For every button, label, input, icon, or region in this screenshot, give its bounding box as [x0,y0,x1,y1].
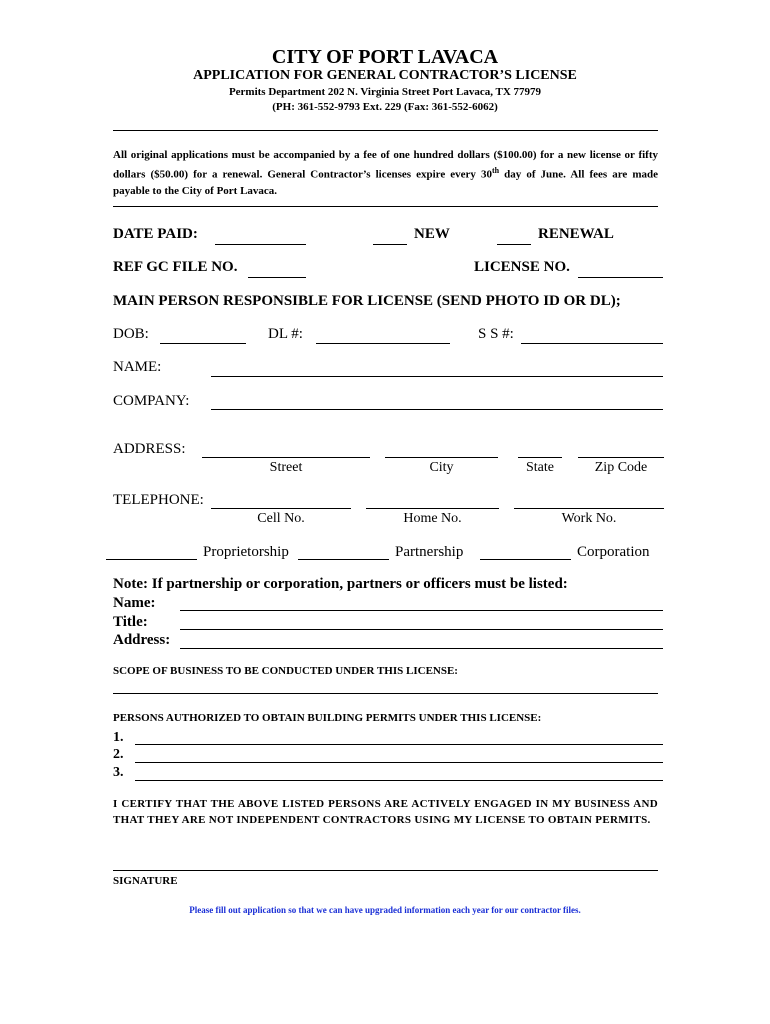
note-title-label: Title: [113,614,148,630]
note-title-field[interactable] [180,629,663,630]
ref-gc-file-label: REF GC FILE NO. [113,259,238,275]
person-3-label: 3. [113,765,124,780]
company-label: COMPANY: [113,393,190,409]
cell-caption: Cell No. [257,511,305,526]
dob-label: DOB: [113,326,149,342]
certification-text: I CERTIFY THAT THE ABOVE LISTED PERSONS ARE ACTIVELY ENGAGED IN MY BUSINESS AND THAT THEY ARE NOT INDEPENDENT CONTRACTORS USING MY LICENSE TO OBTAIN PERMITS. [113,798,658,826]
person-1-label: 1. [113,730,124,745]
persons-heading: PERSONS AUTHORIZED TO OBTAIN BUILDING PERMITS UNDER THIS LICENSE: [113,712,542,724]
city-caption: City [429,460,454,475]
page-title: CITY OF PORT LAVACA [271,46,499,68]
zip-caption: Zip Code [594,460,648,475]
work-field[interactable] [514,508,664,509]
license-no-field[interactable] [578,277,663,278]
dob-field[interactable] [160,343,246,344]
city-field[interactable] [385,457,498,458]
note-address-field[interactable] [180,648,663,649]
new-label: NEW [414,226,450,242]
name-field[interactable] [211,376,663,377]
new-checkbox-line[interactable] [373,244,407,245]
ref-gc-file-field[interactable] [248,277,306,278]
header-divider [113,130,658,131]
person-3-field[interactable] [135,780,663,781]
state-field[interactable] [518,457,562,458]
person-2-label: 2. [113,747,124,762]
corporation-label: Corporation [577,544,650,560]
scope-field[interactable] [113,693,658,694]
street-field[interactable] [202,457,370,458]
zip-field[interactable] [578,457,664,458]
ss-label: S S #: [478,326,514,342]
person-2-field[interactable] [135,762,663,763]
telephone-label: TELEPHONE: [113,492,204,508]
note-name-label: Name: [113,595,156,611]
home-field[interactable] [366,508,499,509]
scope-heading: SCOPE OF BUSINESS TO BE CONDUCTED UNDER THIS LICENSE: [113,665,458,677]
renewal-checkbox-line[interactable] [497,244,531,245]
note-heading: Note: If partnership or corporation, partners or officers must be listed: [113,576,568,592]
signature-label: SIGNATURE [113,875,178,887]
footer-note: Please fill out application so that we can have upgraded information each year for our contractor files. [189,905,581,915]
cell-field[interactable] [211,508,351,509]
home-caption: Home No. [403,511,462,526]
corporation-field[interactable] [480,559,571,560]
state-caption: State [526,460,554,475]
department-address: Permits Department 202 N. Virginia Street Port Lavaca, TX 77979 [228,86,542,98]
proprietorship-label: Proprietorship [203,544,289,560]
partnership-label: Partnership [395,544,464,560]
intro-divider [113,206,658,207]
main-person-heading: MAIN PERSON RESPONSIBLE FOR LICENSE (SEND PHOTO ID OR DL); [113,293,621,309]
company-field[interactable] [211,409,663,410]
name-label: NAME: [113,359,162,375]
renewal-label: RENEWAL [538,226,614,242]
license-no-label: LICENSE NO. [474,259,570,275]
partnership-field[interactable] [298,559,389,560]
date-paid-field[interactable] [215,244,306,245]
dl-field[interactable] [316,343,450,344]
work-caption: Work No. [561,511,617,526]
proprietorship-field[interactable] [106,559,197,560]
dl-label: DL #: [268,326,303,342]
address-label: ADDRESS: [113,441,186,457]
note-address-label: Address: [113,632,171,648]
person-1-field[interactable] [135,744,663,745]
note-name-field[interactable] [180,610,663,611]
ss-field[interactable] [521,343,663,344]
street-caption: Street [269,460,303,475]
signature-field[interactable] [113,870,658,871]
intro-paragraph: All original applications must be accompanied by a fee of one hundred dollars ($100.00) for a new license or fifty dollars ($50.00) for a renewal. General Contractor’s licenses expire every 30th day of June. All fees are made payable to the City of Port Lavaca. [113,149,658,197]
date-paid-label: DATE PAID: [113,226,198,242]
form-title: APPLICATION FOR GENERAL CONTRACTOR’S LICENSE [193,68,577,83]
department-phone: (PH: 361-552-9793 Ext. 229 (Fax: 361-552-6062) [272,101,498,113]
